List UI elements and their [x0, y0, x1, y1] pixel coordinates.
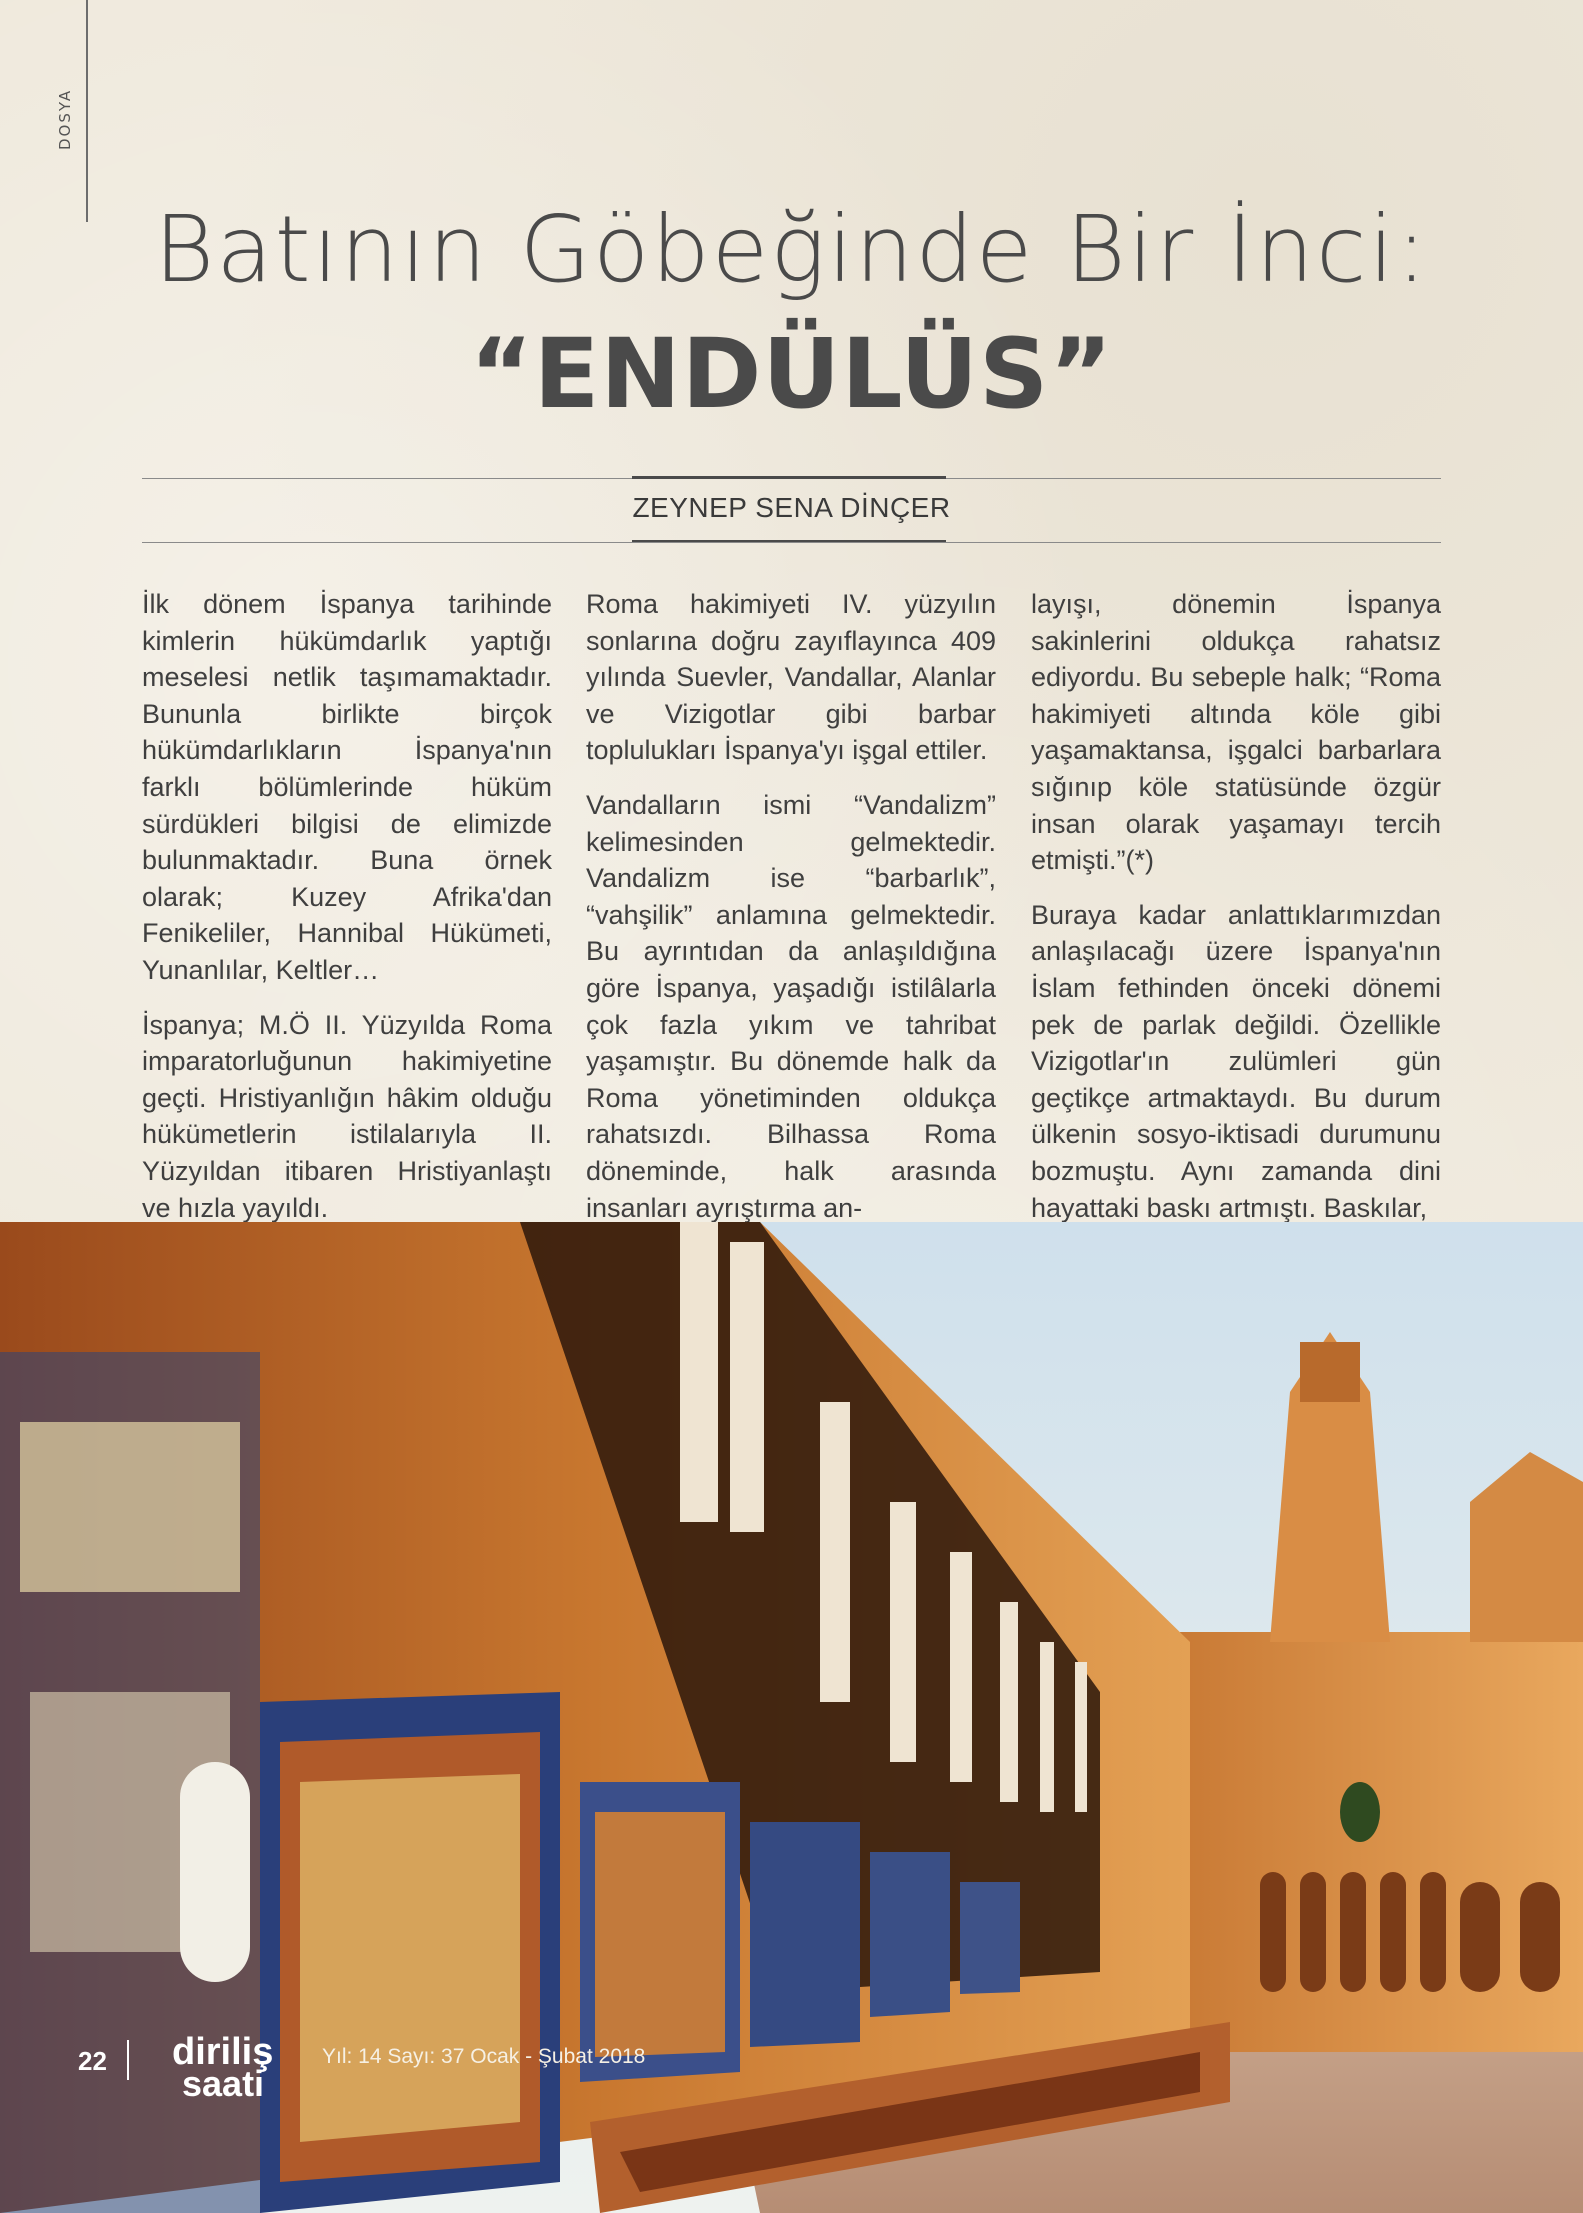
logo-line-2: saati: [182, 2063, 265, 2104]
byline-accent-top: [632, 476, 946, 479]
side-rule: [86, 0, 88, 222]
author-byline: ZEYNEP SENA DİNÇER: [632, 492, 951, 523]
issue-info: Yıl: 14 Sayı: 37 Ocak - Şubat 2018: [322, 2045, 646, 2068]
paragraph: Vandalların ismi “Vandalizm” kelimesinden gelmektedir. Vandalizm ise “barbarlık”, “vahşilik” anlamına gelmektedir. Bu ayrıntıdan da anlaşıldığına göre İspanya, yaşadığı istilâlarla çok fazla yıkım ve tahribat yaşamıştır. Bu dönemde halk da Roma yönetiminden oldukça rahatsızdı. Bilhassa Roma döneminde, halk arasında insanları ayrıştırma an-: [586, 789, 996, 1223]
paragraph: Buraya kadar anlattıklarımızdan anlaşılacağı üzere İspanya'nın İslam fethinden önceki dönemi pek de parlak değildi. Özellikle Vizigotlar'ın zulümleri gün geçtikçe artmaktaydı. Bu durum ülkenin sosyo-iktisadi durumunu bozmuştu. Aynı zamanda dini hayattaki baskı artmıştı. Baskılar,: [1031, 899, 1441, 1223]
page-number: 22: [78, 2046, 107, 2076]
paragraph: Roma hakimiyeti IV. yüzyılın sonlarına doğru zayıflayınca 409 yılında Suevler, Vandallar, Alanlar ve Vizigotlar gibi barbar toplulukları İspanya'yı işgal ettiler.: [586, 589, 996, 766]
headline-line-2: “ENDÜLÜS”: [469, 318, 1114, 430]
magazine-logo: [172, 2031, 292, 2116]
paragraph: İspanya; M.Ö II. Yüzyılda Roma imparatorluğunun hakimiyetine geçti. Hristiyanlığın hâkim olduğu hükümetlerin istilalarıyla II. Yüzyıldan itibaren Hristiyanlaştı ve hızla yayıldı.: [142, 1009, 552, 1223]
text-column-2: [586, 586, 996, 1223]
paragraph: İlk dönem İspanya tarihinde kimlerin hükümdarlık yaptığı meselesi netlik taşımamaktadır. Bununla birlikte birçok hükümdarlıkların İspanya'nın farklı bölümlerinde hüküm sürdükleri bilgisi de elimizde bulunmaktadır. Buna örnek olarak; Kuzey Afrika'dan Fenikeliler, Hannibal Hükümeti, Yunanlılar, Keltler…: [142, 589, 552, 985]
logo-line-1: diriliş: [172, 2031, 274, 2073]
text-column-3: [1031, 586, 1441, 1223]
section-label: DOSYA: [56, 88, 74, 150]
byline-rule-bottom: [142, 542, 1441, 543]
paragraph: layışı, dönemin İspanya sakinlerini oldukça rahatsız ediyordu. Bu sebeple halk; “Roma hakimiyeti altında köle gibi yaşamaktansa, işgalci barbarlara sığınıp köle statüsünde özgür insan olarak yaşamayı tercih etmişti.”(*): [1031, 589, 1441, 876]
footer-divider: [127, 2040, 129, 2080]
text-column-1: [142, 586, 552, 1223]
headline-line-1: Batının Göbeğinde Bir İnci:: [153, 196, 1430, 303]
